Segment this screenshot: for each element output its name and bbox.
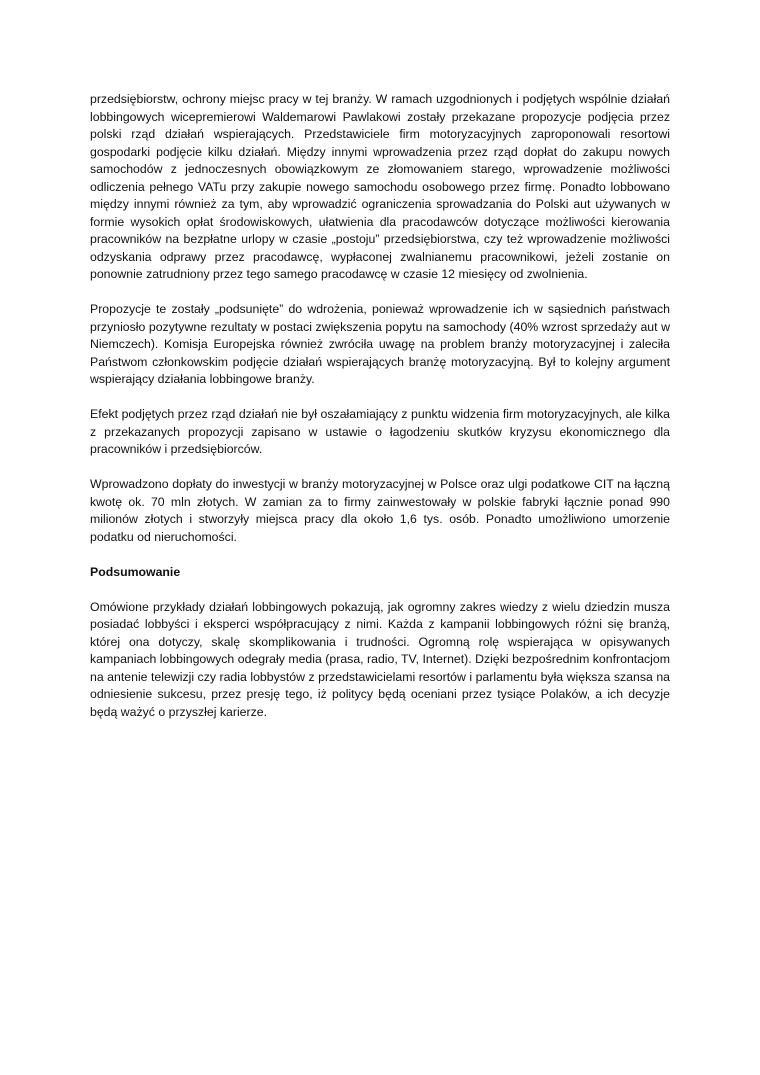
document-body: [90, 91, 670, 739]
paragraph-proposals-rationale: Propozycje te zostały „podsunięte” do wdrożenia, ponieważ wprowadzenie ich w sąsiednich państwach przyniosło pozytywne rezultaty w postaci zwiększenia popytu na samochody (40% wzrost sprzedaży aut w Niemczech). Komisja Europejska również zwróciła uwagę na problem branży motoryzacyjnej i zaleciła Państwom członkowskim podjęcie działań wspierających branżę motoryzacyjną. Był to kolejny argument wspierający działania lobbingowe branży.: [90, 302, 670, 386]
paragraph-government-effect: Efekt podjętych przez rząd działań nie był oszałamiający z punktu widzenia firm motoryzacyjnych, ale kilka z przekazanych propozycji zapisano w ustawie o łagodzeniu skutków kryzysu ekonomicznego dla pracowników i przedsiębiorców.: [90, 407, 670, 456]
summary-heading: Podsumowanie: [90, 564, 181, 579]
paragraph-investment-subsidies: Wprowadzono dopłaty do inwestycji w branży motoryzacyjnej w Polsce oraz ulgi podatkowe CIT na łączną kwotę ok. 70 mln złotych. W zamian za to firmy zainwestowały w polskie fabryki łącznie ponad 990 milionów złotych i stworzyły miejsca pracy dla około 1,6 tys. osób. Ponadto umożliwiono umorzenie podatku od nieruchomości.: [90, 477, 670, 544]
paragraph-car-industry-proposals: przedsiębiorstw, ochrony miejsc pracy w tej branży. W ramach uzgodnionych i podjętych wspólnie działań lobbingowych wicepremierowi Waldemarowi Pawlakowi zostały przekazane propozycje podjęcia przez polski rząd działań wspierających. Przedstawiciele firm motoryzacyjnych zaproponowali resortowi gospodarki podjęcie kilku działań. Między innymi wprowadzenia przez rząd dopłat do zakupu nowych samochodów z jednoczesnych obowiązkowym ze złomowaniem starego, wprowadzenie możliwości odliczenia pełnego VATu przy zakupie nowego samochodu osobowego przez firmę. Ponadto lobbowano między innymi również za tym, aby wprowadzić ograniczenia sprowadzania do Polski aut używanych w formie wysokich opłat środowiskowych, ułatwienia dla pracodawców dotyczące możliwości kierowania pracowników na bezpłatne urlopy w czasie „postoju” przedsiębiorstwa, czy też wprowadzenie możliwości odzyskania odprawy przez pracodawcę, wypłaconej zwalnianemu pracownikowi, jeżeli zostanie on ponownie zatrudniony przez tego samego pracodawcę w czasie 12 miesięcy od zwolnienia.: [90, 92, 670, 281]
paragraph-summary: Omówione przykłady działań lobbingowych pokazują, jak ogromny zakres wiedzy z wielu dziedzin musza posiadać lobbyści i eksperci współpracujący z nimi. Każda z kampanii lobbingowych różni się branżą, której ona dotyczy, skalę skomplikowania i trudności. Ogromną rolę wspierająca w opisywanych kampaniach lobbingowych odegrały media (prasa, radio, TV, Internet). Dzięki bezpośrednim konfrontacjom na antenie telewizji czy radia lobbystów z przedstawicielami resortów i parlamentu była większa szansa na odniesienie sukcesu, przez presję tego, iż politycy będą oceniani przez tysiące Polaków, a ich decyzje będą ważyć o przyszłej karierze.: [90, 599, 670, 719]
